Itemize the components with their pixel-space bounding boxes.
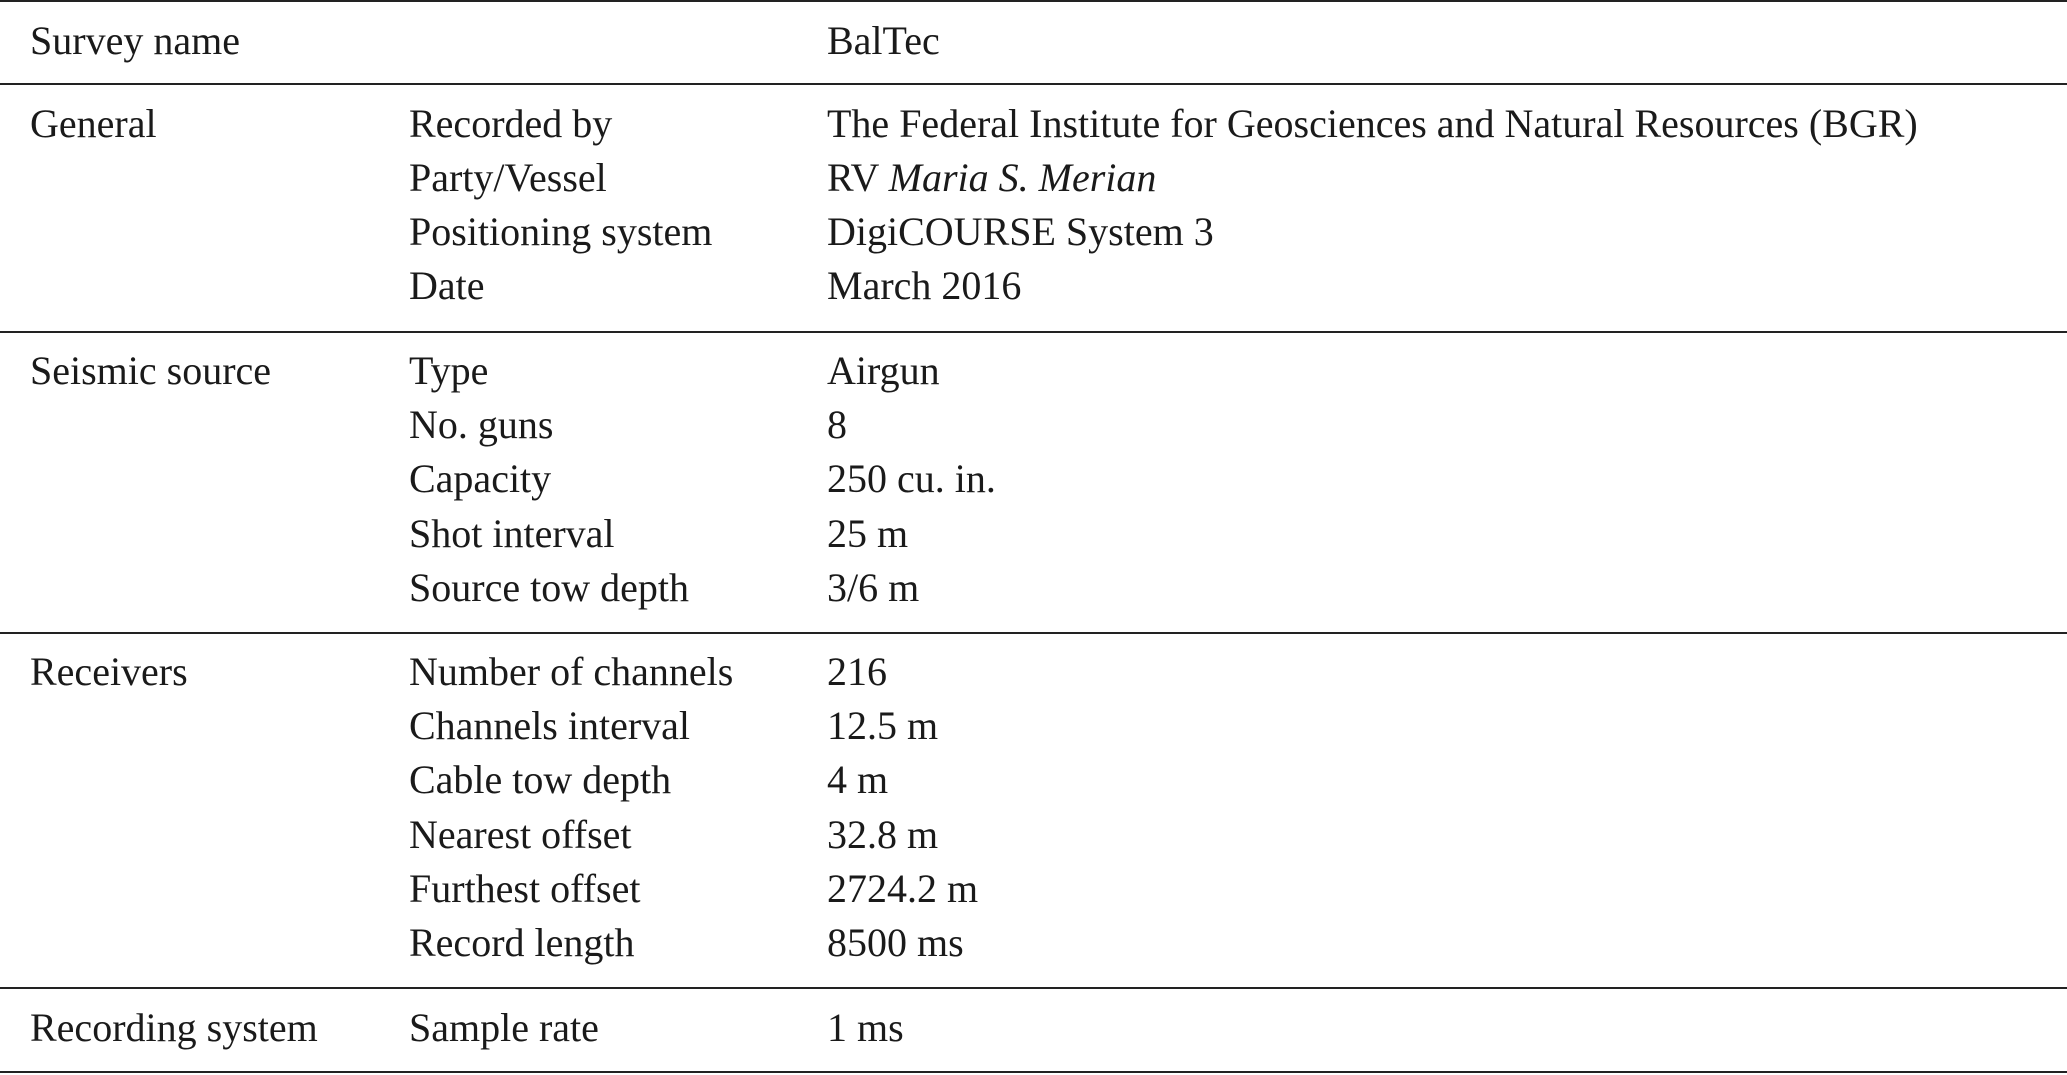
- row-key: Party/Vessel: [409, 155, 607, 200]
- header-value: BalTec: [827, 18, 940, 63]
- section-rule-general: [0, 331, 2067, 333]
- row-key: No. guns: [409, 402, 554, 447]
- top-rule: [0, 0, 2067, 2]
- row-value: Airgun: [827, 348, 940, 393]
- row-key: Positioning system: [409, 209, 713, 254]
- vessel-prefix: RV: [827, 155, 889, 200]
- row-key: Channels interval: [409, 703, 691, 748]
- row-value: The Federal Institute for Geosciences and Natural Resources (BGR): [827, 101, 1918, 146]
- section-rule-seismic-source: [0, 632, 2067, 634]
- row-value: 32.8 m: [827, 812, 939, 857]
- row-key: Cable tow depth: [409, 757, 672, 802]
- row-value: 12.5 m: [827, 703, 939, 748]
- row-key: Number of channels: [409, 649, 734, 694]
- row-key: Nearest offset: [409, 812, 632, 857]
- section-name-recording-system: Recording system: [30, 1005, 318, 1050]
- row-value: 2724.2 m: [827, 866, 979, 911]
- header-label: Survey name: [30, 18, 240, 63]
- row-value: 8: [827, 402, 847, 447]
- row-key: Shot interval: [409, 511, 615, 556]
- row-value: 8500 ms: [827, 920, 964, 965]
- header-rule: [0, 83, 2067, 85]
- row-key: Date: [409, 263, 485, 308]
- section-rule-receivers: [0, 987, 2067, 989]
- row-value: DigiCOURSE System 3: [827, 209, 1214, 254]
- row-value: March 2016: [827, 263, 1022, 308]
- section-name-seismic-source: Seismic source: [30, 348, 272, 393]
- row-value: 4 m: [827, 757, 889, 802]
- row-key: Source tow depth: [409, 565, 689, 610]
- bottom-rule: [0, 1071, 2067, 1073]
- row-value-vessel: [827, 151, 1156, 205]
- row-key: Capacity: [409, 456, 552, 501]
- row-key: Sample rate: [409, 1005, 599, 1050]
- row-key: Recorded by: [409, 101, 613, 146]
- row-value: 3/6 m: [827, 565, 920, 610]
- row-value: 250 cu. in.: [827, 456, 996, 501]
- section-name-receivers: Receivers: [30, 649, 188, 694]
- row-value: 25 m: [827, 511, 909, 556]
- row-key: Furthest offset: [409, 866, 641, 911]
- section-name-general: General: [30, 101, 157, 146]
- row-key: Record length: [409, 920, 635, 965]
- row-key: Type: [409, 348, 489, 393]
- vessel-name: Maria S. Merian: [888, 155, 1157, 200]
- row-value: 1 ms: [827, 1005, 904, 1050]
- row-value: 216: [827, 649, 887, 694]
